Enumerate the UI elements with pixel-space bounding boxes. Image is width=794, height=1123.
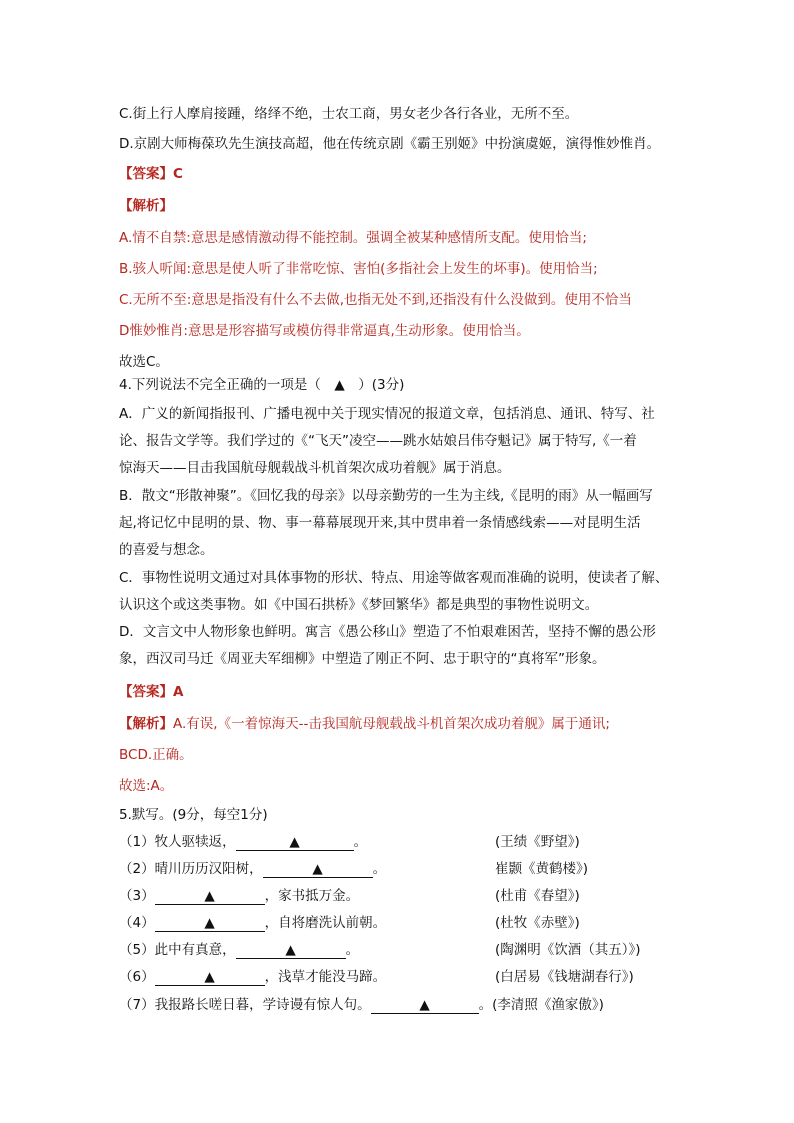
q4-option-b-line2: 起,将记忆中昆明的景、物、事一幕幕展现开来,其中贯串着一条情感线索——对昆明生活 xyxy=(119,515,641,531)
answer-blank[interactable] xyxy=(263,862,373,878)
item-number: （3） xyxy=(119,888,155,904)
item-number: （5） xyxy=(119,942,155,958)
item-post-text: ，浅草才能没马蹄。 xyxy=(264,969,387,985)
item-source: (王绩《野望》) xyxy=(495,834,580,850)
analysis-a: A.情不自禁:意思是感情激动得不能控制。强调全被某种感情所支配。使用恰当; xyxy=(119,230,587,246)
answer-blank[interactable] xyxy=(236,835,354,851)
item-post-text: ，自将磨洗认前朝。 xyxy=(264,915,387,931)
item-source: (杜牧《赤壁》) xyxy=(495,915,580,931)
option-c: C.街上行人摩肩接踵，络绎不绝，士农工商，男女老少各行各业，无所不至。 xyxy=(119,106,579,122)
answer-line xyxy=(119,683,183,701)
q4-option-b-line3: 的喜爱与想念。 xyxy=(119,542,214,558)
item-number: （6） xyxy=(119,969,155,985)
q4-option-d-line2: 象，西汉司马迁《周亚夫军细柳》中塑造了刚正不阿、忠于职守的“真将军”形象。 xyxy=(119,651,606,667)
item-source: 崔颢《黄鹤楼》) xyxy=(495,861,589,877)
q4-option-c-line2: 认识这个或这类事物。如《中国石拱桥》《梦回繁华》都是典型的事物性说明文。 xyxy=(119,597,599,613)
answer-label: 【答案】 xyxy=(119,684,173,700)
question-4-stem: 4.下列说法不完全正确的一项是（ ▲ ）(3分) xyxy=(119,377,405,393)
analysis-text: A.有误,《一着惊海天--击我国航母舰载战斗机首架次成功着舰》属于通讯; xyxy=(173,716,610,732)
triangle-marker: ▲ xyxy=(419,997,430,1013)
item-pre-text: 晴川历历汉阳树， xyxy=(154,861,263,877)
triangle-marker: ▲ xyxy=(204,888,215,904)
triangle-marker: ▲ xyxy=(312,861,323,877)
q4-option-b-line1: B．散文“形散神聚”。《回忆我的母亲》以母亲勤劳的一生为主线,《昆明的雨》从一幅画写 xyxy=(119,488,653,504)
item-number: （2） xyxy=(119,861,155,877)
answer-label: 【答案】 xyxy=(119,166,173,182)
q4-option-c-line1: C．事物性说明文通过对具体事物的形状、特点、用途等做客观而准确的说明，使读者了解、 xyxy=(119,570,669,586)
triangle-marker: ▲ xyxy=(289,834,300,850)
item-number: （7） xyxy=(119,997,155,1013)
triangle-marker: ▲ xyxy=(204,969,215,985)
analysis-bcd: BCD.正确。 xyxy=(119,747,193,763)
item-source: (陶渊明《饮酒（其五）》) xyxy=(495,942,641,958)
question-5-stem: 5.默写。(9分，每空1分) xyxy=(119,807,268,823)
analysis-header: 【解析】 xyxy=(119,198,173,214)
answer-value: C xyxy=(173,166,183,182)
item-post-text: 。 xyxy=(372,861,387,877)
analysis-header: 【解析】 xyxy=(119,716,173,732)
answer-blank[interactable] xyxy=(155,889,265,905)
analysis-conclusion: 故选:A。 xyxy=(119,778,174,794)
item-source: (白居易《钱塘湖春行》) xyxy=(495,969,634,985)
q4-option-a-line2: 论、报告文学等。我们学过的《“飞天”凌空——跳水姑娘吕伟夺魁记》属于特写,《一着 xyxy=(119,433,637,449)
item-pre-text: 牧人驱犊返， xyxy=(154,834,236,850)
analysis-b: B.骇人听闻:意思是使人听了非常吃惊、害怕(多指社会上发生的坏事)。使用恰当; xyxy=(119,261,598,277)
item-pre-text: 此中有真意， xyxy=(154,942,236,958)
item-source: (杜甫《春望》) xyxy=(495,888,580,904)
item-post-text: 。 xyxy=(345,942,360,958)
q4-option-a-line3: 惊海天——目击我国航母舰载战斗机首架次成功着舰》属于消息。 xyxy=(119,460,511,476)
analysis-c: C.无所不至:意思是指没有什么不去做,也指无处不到,还指没有什么没做到。使用不恰当 xyxy=(119,292,632,308)
answer-blank[interactable] xyxy=(155,916,265,932)
item-post-text: ，家书抵万金。 xyxy=(264,888,360,904)
q4-option-a-line1: A．广义的新闻指报刊、广播电视中关于现实情况的报道文章，包括消息、通讯、特写、社 xyxy=(119,406,655,422)
answer-blank[interactable] xyxy=(155,970,265,986)
analysis-d: D惟妙惟肖:意思是形容描写或模仿得非常逼真,生动形象。使用恰当。 xyxy=(119,323,530,339)
item-number: （1） xyxy=(119,834,155,850)
triangle-marker: ▲ xyxy=(204,915,215,931)
triangle-marker: ▲ xyxy=(285,942,296,958)
analysis-conclusion: 故选C。 xyxy=(119,354,169,370)
answer-line xyxy=(119,165,183,183)
answer-value: A xyxy=(173,684,184,700)
analysis-line xyxy=(119,715,610,733)
item-pre-text: 我报路长嗟日暮，学诗谩有惊人句。 xyxy=(154,997,371,1013)
answer-blank[interactable] xyxy=(236,943,346,959)
answer-blank[interactable] xyxy=(371,998,479,1014)
q4-option-d-line1: D．文言文中人物形象也鲜明。寓言《愚公移山》塑造了不怕艰难困苦，坚持不懈的愚公形 xyxy=(119,624,656,640)
item-number: （4） xyxy=(119,915,155,931)
item-post-text: 。 xyxy=(353,834,368,850)
item-post-text: 。(李清照《渔家傲》) xyxy=(478,997,604,1013)
option-d: D.京剧大师梅葆玖先生演技高超，他在传统京剧《霸王别姬》中扮演虞姬，演得惟妙惟肖。 xyxy=(119,136,661,152)
